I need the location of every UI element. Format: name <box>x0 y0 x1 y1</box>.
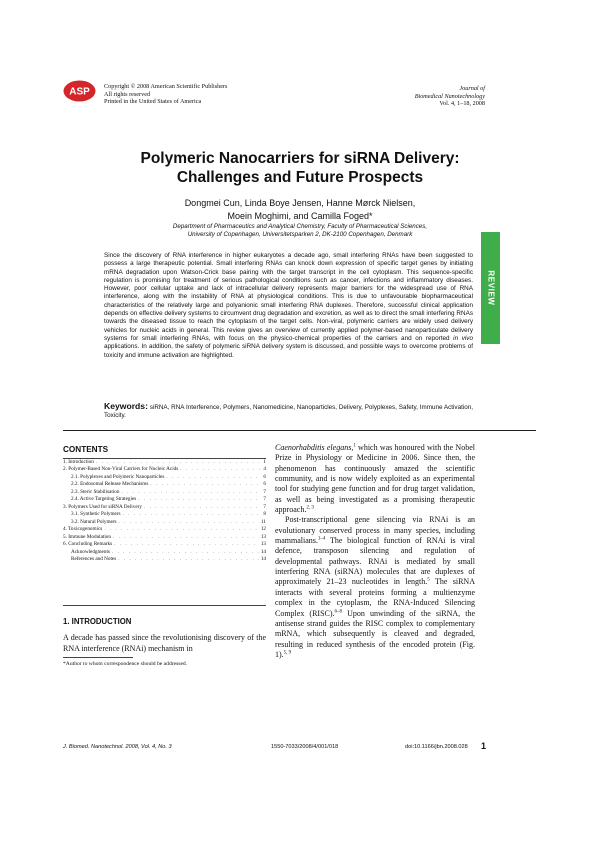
keywords <box>104 402 473 421</box>
footer-issn: 1550-7033/2008/4/001/018 <box>271 744 339 750</box>
ref-citation: 5 <box>427 577 430 583</box>
paragraph: Post-transcriptional gene silencing via RNAi is an evolutionary conserved process in many species, including mammalians.$^{1-4}$ The biological function of RNAi is viral defence, transposon silencing and regulation of developmental pathways. RNAi is mediated by small interfering RNA (siRNA) molecules that are duplexes of approximately 21–23 nucleotides in length.$^5$ The siRNA interacts with several proteins forming a multienzyme complex in the cytoplasm, the RNA-Induced Silencing Complex (RISC).$^{6-8}$ Upon unwinding of the siRNA, the antisense strand guides the RISC complex to complementary mRNA, which subsequently is cleaved and degraded, resulting in reduced synthesis of the encoded protein (Fig. 1).$^{5, 9}$ <box>275 515 476 659</box>
affiliation <box>100 223 500 240</box>
ref-citation: 1–4 <box>317 536 326 542</box>
toc-item[interactable]: 5. Immune Modulation . . . 13 <box>63 534 266 541</box>
species-name: Caenorhabditis elegans <box>275 443 352 452</box>
keywords-label: Keywords: <box>104 401 148 411</box>
page-number: 1 <box>481 741 487 751</box>
copyright-line: Copyright © 2008 American Scientific Publishers <box>104 83 228 90</box>
affiliation-line-1: Department of Pharmaceutics and Analytical Chemistry, Faculty of Pharmaceutical Sciences, <box>172 223 428 230</box>
rights-line: All rights reserved <box>104 90 151 98</box>
toc-item[interactable]: 6. Concluding Remarks . . . 13 <box>63 541 266 548</box>
toc-item[interactable]: 1. Introduction . . . 1 <box>63 459 266 466</box>
logo-text: ASP <box>69 86 90 98</box>
journal-name-line2: Biomedical Nanotechnology <box>414 92 485 100</box>
toc-item[interactable]: 2.2. Endosomal Release Mechanisms . . . 6 <box>63 481 266 488</box>
right-column-text <box>275 443 475 660</box>
ref-citation: 2, 3 <box>306 505 314 511</box>
contents-title: CONTENTS <box>63 445 109 454</box>
keywords-list: siRNA, RNA Interference, Polymers, Nanomedicine, Nanoparticles, Delivery, Polyplexes, Safety, Immune Activation, Toxicity. <box>104 404 473 420</box>
footer-citation: J. Biomed. Nanotechnol. 2008, Vol. 4, No. 3 <box>63 744 172 750</box>
abstract-text-2: applications. In addition, the safety of polymeric siRNA delivery system is discussed, and possible ways to overcome problems of toxicity and immune activation are highlighted. <box>104 343 473 359</box>
printed-line: Printed in the United States of America <box>104 98 202 106</box>
journal-info <box>335 85 485 108</box>
ref-citation: 6–8 <box>334 608 343 614</box>
paragraph: Caenorhabditis elegans,$^1$ which was honoured with the Nobel Prize in Physiology or Medicine in 2006. Since then, the phenomenon has continuously amazed the scientific community, and is now widely exploited as an experimental tool for studying gene function and for drug target validation, as well as being investigated as a promising therapeutic approach.$^{2, 3}$ <box>275 443 475 515</box>
authors-line-2: Moein Moghimi, and Camilla Foged* <box>227 211 373 221</box>
table-of-contents <box>63 458 266 606</box>
asp-logo <box>63 80 96 102</box>
journal-volume: Vol. 4, 1–18, 2008 <box>439 100 485 108</box>
ref-citation: 1 <box>353 443 356 449</box>
article-title <box>95 149 505 187</box>
title-line-1: Polymeric Nanocarriers for siRNA Delivery: <box>140 150 460 167</box>
copyright-notice <box>104 83 227 106</box>
introduction-text: A decade has passed since the revolutionising discovery of the RNA interference (RNAi) mechanism in <box>63 633 266 653</box>
abstract-italic: in vivo <box>453 334 473 342</box>
affiliation-line-2: University of Copenhagen, Universitetsparken 2, DK-2100 Copenhagen, Denmark <box>187 231 413 239</box>
title-line-2: Challenges and Future Prospects <box>176 169 424 186</box>
footer-doi: doi:10.1166/jbn.2008.028 <box>405 744 468 750</box>
section-divider <box>63 430 536 431</box>
abstract <box>104 252 473 360</box>
review-section-tab <box>481 232 500 344</box>
journal-name-line1: Journal of <box>459 85 485 92</box>
toc-item[interactable]: References and Notes . . . 14 <box>63 556 266 563</box>
review-tab-label: REVIEW <box>486 270 495 306</box>
footnote-rule <box>63 657 133 658</box>
toc-item[interactable]: 3.2. Natural Polymers . . . 11 <box>63 519 266 526</box>
correspondence-footnote: *Author to whom correspondence should be addressed. <box>63 661 188 667</box>
toc-item[interactable]: 2.1. Polyplexes and Polymeric Nanoparticles . . . 6 <box>63 474 266 481</box>
toc-item[interactable]: 3. Polymers Used for siRNA Delivery . . . 7 <box>63 504 266 511</box>
toc-item[interactable]: 2.4. Active Targeting Strategies . . . 7 <box>63 496 266 503</box>
toc-item[interactable]: Acknowledgments . . . 14 <box>63 549 266 556</box>
toc-item[interactable]: 2. Polymer-Based Non-Viral Carriers for Nucleic Acids . . . 4 <box>63 466 266 473</box>
toc-item[interactable]: 3.1. Synthetic Polymers . . . 8 <box>63 511 266 518</box>
authors <box>95 197 505 223</box>
toc-item[interactable]: 2.3. Steric Stabilisation . . . 7 <box>63 489 266 496</box>
introduction-heading: 1. INTRODUCTION <box>63 617 132 626</box>
ref-citation: 5, 9 <box>283 650 292 656</box>
toc-item[interactable]: 4. Toxicogenomics . . . 12 <box>63 526 266 533</box>
authors-line-1: Dongmei Cun, Linda Boye Jensen, Hanne Mørck Nielsen, <box>184 198 416 208</box>
abstract-text-1: Since the discovery of RNA interference in higher eukaryotes a decade ago, small interfering RNAs have been suggested to possess a large therapeutic potential. Small interfering RNAs can knock down expression of specific target genes by initiating mRNA degradation upon Watson-Crick base pairing with the target transcript in the cell cytoplasm. This sequence-specific regulation is promising for treatment of serious pathological conditions such as cancer, infections and inflammatory diseases. However, poor cellular uptake and lack of intracellular delivery represents major barriers for the widespread use of RNA interference, along with the instability of RNA at physiological conditions. This is due to unfavourable biopharmaceutical characteristics of the relatively large and polyanionic small interfering RNA duplexes. Therefore, successful clinical application depends on effective delivery systems to circumvent drug degradation and excretion, as well as to direct the small interfering RNAs towards the diseased tissue to reach the cytoplasm of the target cells. Non-viral, polymeric carriers are widely used delivery vehicles for nucleic acids in general. This review gives an overview of currently applied polymer-based nanoparticulate delivery systems for small interfering RNAs, with focus on the physico-chemical properties of the carriers and on reported <box>104 252 473 342</box>
